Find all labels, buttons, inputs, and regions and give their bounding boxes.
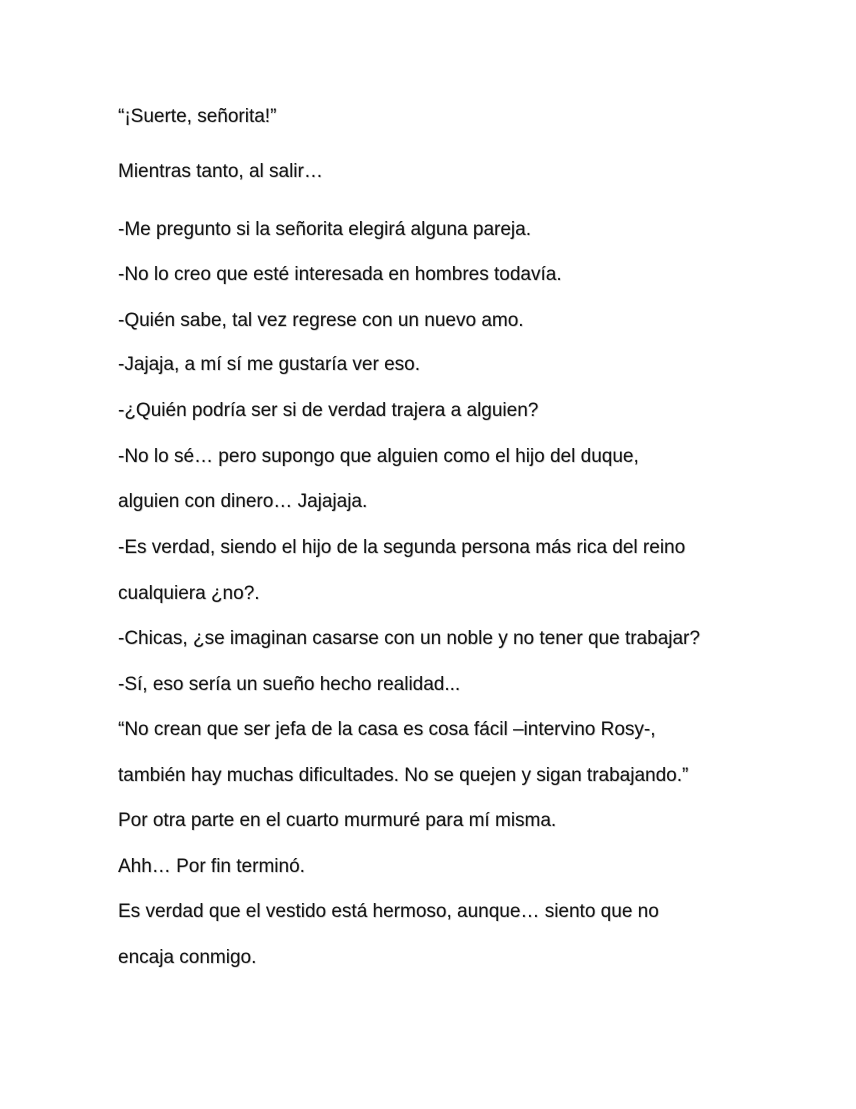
text-line: -Chicas, ¿se imaginan casarse con un noble y no tener que trabajar? (118, 628, 700, 649)
text-line: -Me pregunto si la señorita elegirá alguna pareja. (118, 219, 531, 240)
text-line: cualquiera ¿no?. (118, 583, 260, 604)
text-line: -No lo creo que esté interesada en hombres todavía. (118, 264, 562, 285)
text-line: “No crean que ser jefa de la casa es cosa fácil –intervino Rosy-, (118, 719, 656, 740)
text-line: Es verdad que el vestido está hermoso, aunque… siento que no (118, 901, 659, 922)
text-line: -Es verdad, siendo el hijo de la segunda persona más rica del reino (118, 537, 686, 558)
text-line: -¿Quién podría ser si de verdad trajera a alguien? (118, 400, 539, 421)
text-line: -Sí, eso sería un sueño hecho realidad... (118, 674, 461, 695)
text-line: alguien con dinero… Jajajaja. (118, 491, 368, 512)
text-line: “¡Suerte, señorita!” (118, 106, 277, 127)
text-line: encaja conmigo. (118, 947, 257, 968)
text-line: Por otra parte en el cuarto murmuré para mí misma. (118, 810, 557, 831)
text-line: también hay muchas dificultades. No se quejen y sigan trabajando.” (118, 765, 689, 786)
text-line: Mientras tanto, al salir… (118, 161, 323, 182)
text-line: -Quién sabe, tal vez regrese con un nuevo amo. (118, 310, 524, 331)
text-line: -No lo sé… pero supongo que alguien como el hijo del duque, (118, 446, 639, 467)
text-line: -Jajaja, a mí sí me gustaría ver eso. (118, 354, 421, 375)
text-line: Ahh… Por fin terminó. (118, 856, 305, 877)
